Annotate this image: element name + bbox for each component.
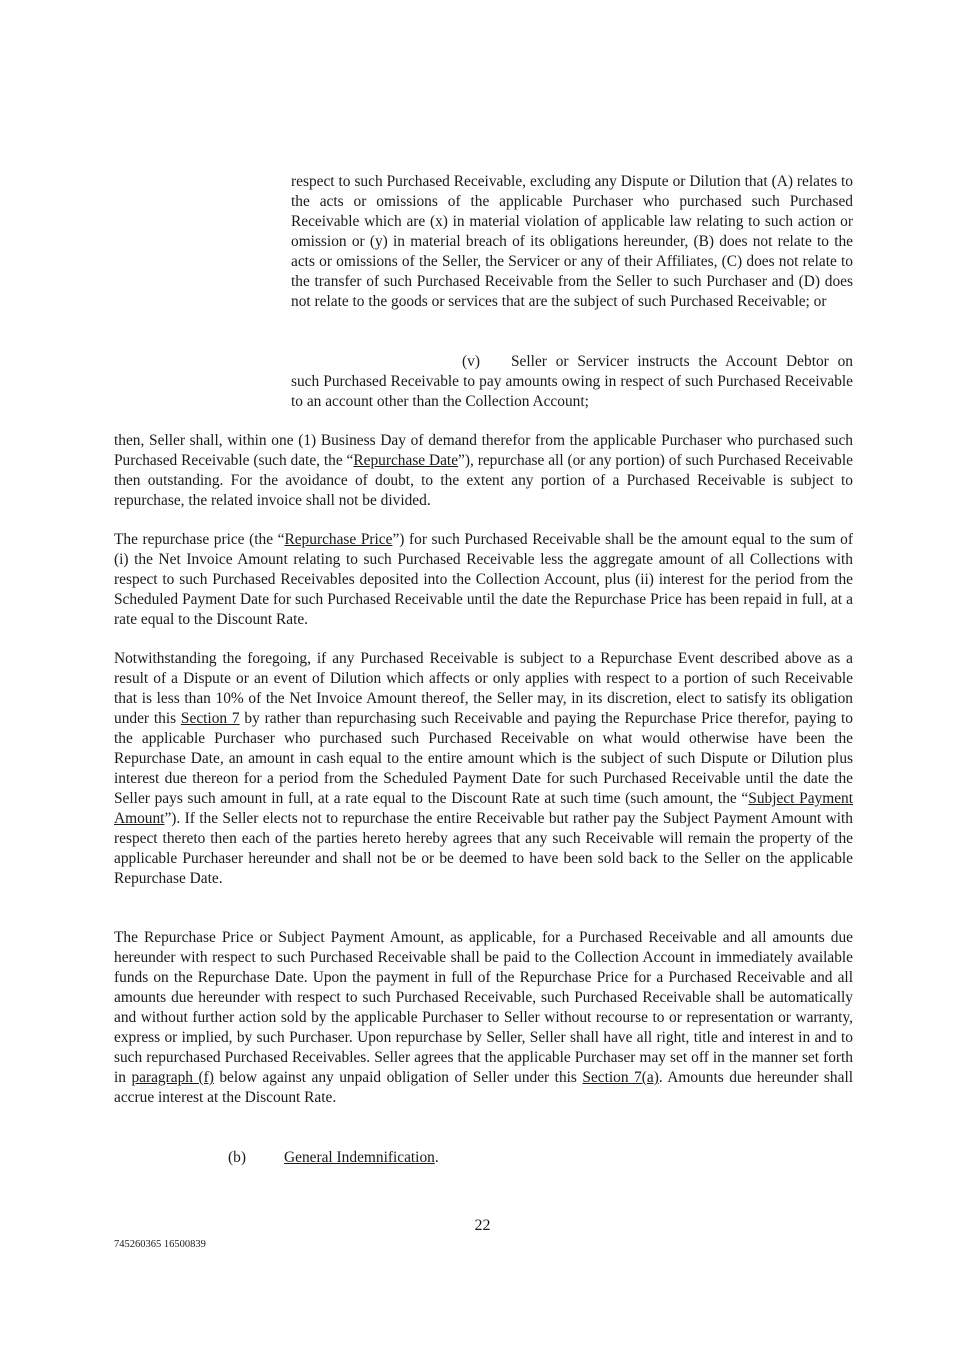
- text-segment: The Repurchase Price or Subject Payment Amount, as applicable, for a Purchased Receivable and all amounts due hereunder with respect to such Purchased Receivable shall be paid to the Collection Account in immediately available funds on the Repurchase Date. Upon the payment in full of the Repurchase Price for a Purchased Receivable and all amounts due hereunder with respect to such Purchased Receivable, such Purchased Receivable shall be automatically and without further action sold by the applicable Purchaser to Seller without recourse to or representation or warranty, express or implied, by such Purchaser. Upon repurchase by Seller, Seller shall have all right, title and interest in and to such repurchased Purchased Receivables. Seller agrees that the applicable Purchaser may set off in the manner set forth in: [114, 929, 853, 1086]
- paragraph-repurchase-date: [114, 431, 853, 511]
- text-segment: ”), repurchase all (or any portion) of such Purchased Receivable then outstanding. For the avoidance of doubt, to the extent any portion of a Purchased Receivable is subject to repurchase, the related invoice shall not be divided.: [114, 452, 853, 509]
- paragraph-notwithstanding: [114, 649, 853, 889]
- clause-v-text: [291, 372, 853, 412]
- text-segment: . Amounts due hereunder shall accrue interest at the Discount Rate.: [114, 1069, 854, 1106]
- section-b-heading: [284, 1148, 439, 1168]
- paragraph-f-reference: paragraph (f): [131, 1069, 214, 1086]
- text-segment: by rather than repurchasing such Receivable and paying the Repurchase Price therefor, paying to the applicable Purchaser who purchased such Purchased Receivable on what would otherwise have been the Repurchase Date, an amount in cash equal to the entire amount which is the subject of such Dispute or Dilution plus interest due thereon for a period from the Scheduled Payment Date for such Purchased Receivable until the date the Seller pays such amount in full, at a rate equal to the Discount Rate at such time (such amount, the “: [114, 710, 853, 807]
- clause-v-continuation: such Purchased Receivable to pay amounts owing in respect of such Purchased Receivable to an account other than the Collection Account;: [291, 373, 853, 410]
- section-7a-reference: Section 7(a): [582, 1069, 659, 1086]
- text-segment: ”). If the Seller elects not to repurchase the entire Receivable but rather pay the Subject Payment Amount with respect thereto then each of the parties hereto hereby agrees that any such Receivable will remain the property of the applicable Purchaser hereunder and shall not be or be deemed to have been sold back to the Seller on the applicable Repurchase Date.: [114, 810, 853, 887]
- clause-v-number: (v): [462, 353, 480, 370]
- defined-term-subject-payment-amount: Subject Payment Amount: [114, 790, 853, 827]
- paragraph-text: respect to such Purchased Receivable, excluding any Dispute or Dilution that (A) relates to the acts or omissions of the applicable Purchaser who purchased such Purchased Receivable which are (x) in material violation of applicable law relating to such action or omission or (y) in material breach of its obligations hereunder, (B) does not relate to the acts or omissions of the Seller, the Servicer or any of their Affiliates, (C) does not relate to the transfer of such Purchased Receivable from the Seller to such Purchaser and (D) does not relate to the goods or services that are the subject of such Purchased Receivable; or: [291, 173, 853, 310]
- defined-term-repurchase-date: Repurchase Date: [353, 452, 459, 469]
- text-segment: below against any unpaid obligation of Seller under this: [213, 1069, 583, 1086]
- paragraph-dispute-exclusion: [291, 172, 853, 312]
- section-b-number: (b): [228, 1149, 246, 1166]
- paragraph-repurchase-price: [114, 530, 853, 630]
- section-b-suffix: .: [434, 1149, 439, 1166]
- section-7-reference: Section 7: [180, 710, 240, 727]
- page-number: 22: [474, 1217, 491, 1234]
- text-segment: Notwithstanding the foregoing, if any Purchased Receivable is subject to a Repurchase Event described above as a result of a Dispute or an event of Dilution which affects or only applies with respect to a portion of such Receivable that is less than 10% of the Net Invoice Amount thereof, the Seller may, in its discretion, elect to satisfy its obligation under this: [114, 650, 853, 727]
- text-segment: then, Seller shall, within one (1) Business Day of demand therefor from the applicable Purchaser who purchased such Purchased Receivable (such date, the “: [114, 432, 853, 469]
- clause-v-first-line: Seller or Servicer instructs the Account Debtor on: [511, 353, 853, 370]
- text-segment: ”) for such Purchased Receivable shall be the amount equal to the sum of (i) the Net Invoice Amount relating to such Purchased Receivable less the aggregate amount of all Collections with respect to such Purchased Receivables deposited into the Collection Account, plus (ii) interest for the period from the Scheduled Payment Date for such Purchased Receivable until the date the Repurchase Price has been repaid in full, at a rate equal to the Discount Rate.: [114, 531, 853, 628]
- defined-term-repurchase-price: Repurchase Price: [284, 531, 393, 548]
- text-segment: The repurchase price (the “: [114, 531, 285, 548]
- document-id: 745260365 16500839: [114, 1239, 206, 1250]
- section-b-title: General Indemnification: [284, 1149, 435, 1166]
- paragraph-payment: [114, 928, 853, 1108]
